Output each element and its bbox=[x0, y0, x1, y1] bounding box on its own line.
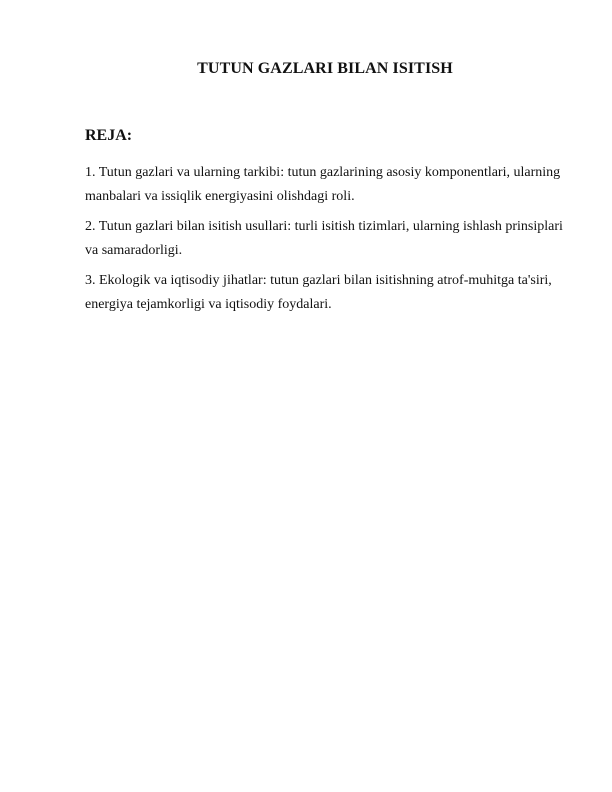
plan-item-3: 3. Ekologik va iqtisodiy jihatlar: tutun gazlari bilan isitishning atrof-muhitga ta'siri, energiya tejamkorligi va iqtisodiy foydalari. bbox=[85, 273, 552, 312]
plan-item-2: 2. Tutun gazlari bilan isitish usullari: turli isitish tizimlari, ularning ishlash prinsiplari va samaradorligi. bbox=[85, 219, 563, 258]
plan-heading: REJA: bbox=[85, 127, 133, 144]
plan-list bbox=[85, 161, 575, 323]
plan-item-1: 1. Tutun gazlari va ularning tarkibi: tutun gazlarining asosiy komponentlari, ularning manbalari va issiqlik energiyasini olishdagi roli. bbox=[85, 165, 561, 204]
document-title: TUTUN GAZLARI BILAN ISITISH bbox=[197, 60, 453, 77]
